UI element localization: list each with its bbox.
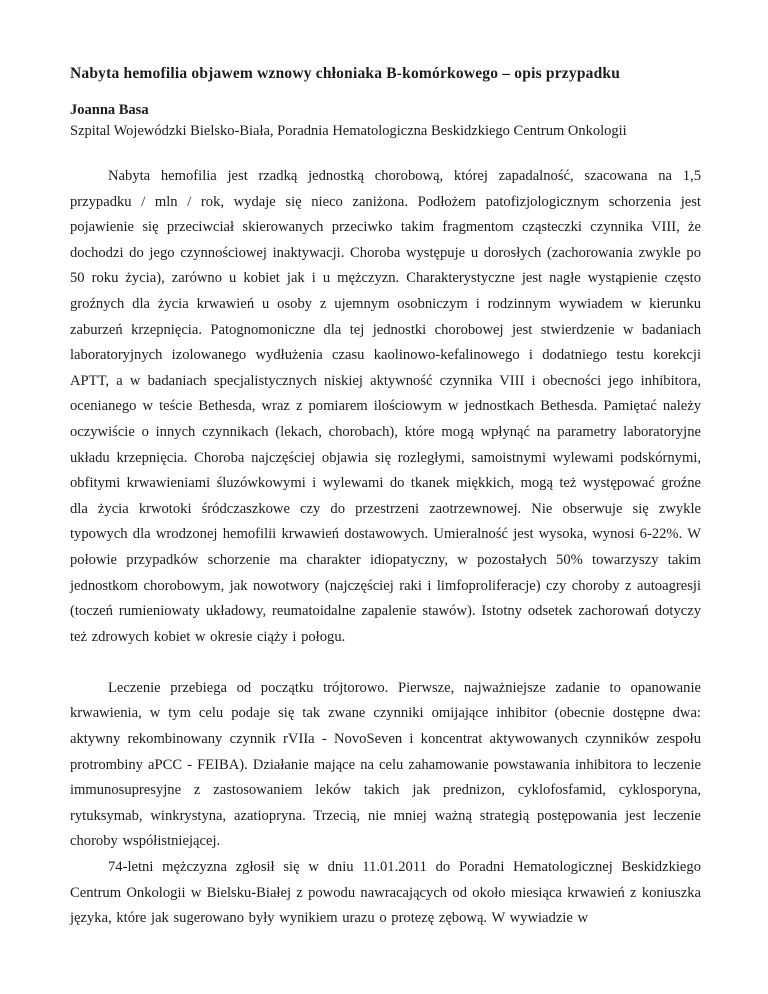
byline — [70, 100, 701, 142]
document-body — [70, 164, 701, 932]
paragraph-introduction: Nabyta hemofilia jest rzadką jednostką chorobową, której zapadalność, szacowana na 1,5 przypadku / mln / rok, wydaje się nieco zaniżona. Podłożem patofizjologicznym schorzenia jest pojawienie się przeciwciał skierowanych przeciwko takim fragmentom cząsteczki czynnika VIII, że dochodzi do jego czynnościowej inaktywacji. Choroba występuje u dorosłych (zachorowania zwykle po 50 roku życia), zarówno u kobiet jak i u mężczyzn. Charakterystyczne jest nagłe wystąpienie często groźnych dla życia krwawień u osoby z ujemnym osobniczym i rodzinnym wywiadem w kierunku zaburzeń krzepnięcia. Patognomoniczne dla tej jednostki chorobowej jest stwierdzenie w badaniach laboratoryjnych izolowanego wydłużenia czasu kaolinowo-kefalinowego i dodatniego testu korekcji APTT, a w badaniach specjalistycznych niskiej aktywność czynnika VIII i obecności jego inhibitora, ocenianego w teście Bethesda, wraz z pomiarem ilościowym w jednostkach Bethesda. Pamiętać należy oczywiście o innych czynnikach (lekach, chorobach), które mogą wpłynąć na parametry laboratoryjne układu krzepnięcia. Choroba najczęściej objawia się rozległymi, samoistnymi wylewami podskórnymi, obfitymi krwawieniami śluzówkowymi i wylewami do tkanek miękkich, mogą też występować groźne dla życia krwotoki śródczaszkowe czy do przestrzeni zaotrzewnowej. Nie obserwuje się zwykle typowych dla wrodzonej hemofilii krwawień dostawowych. Umieralność jest wysoka, wynosi 6-22%. W połowie przypadków schorzenie ma charakter idiopatyczny, w pozostałych 50% towarzyszy takim jednostkom chorobowym, jak nowotwory (najczęściej raki i limfoproliferacje) czy choroby z autoagresji (toczeń rumieniowaty układowy, reumatoidalne zapalenie stawów). Istotny odsetek zachorowań dotyczy też zdrowych kobiet w okresie ciąży i połogu. — [70, 168, 701, 645]
author-affiliation: Szpital Wojewódzki Bielsko-Biała, Poradnia Hematologiczna Beskidzkiego Centrum Onkologii — [70, 123, 627, 139]
paragraph-treatment: Leczenie przebiega od początku trójtorowo. Pierwsze, najważniejsze zadanie to opanowanie krwawienia, w tym celu podaje się tak zwane czynniki omijające inhibitor (obecnie dostępne dwa: aktywny rekombinowany czynnik rVIIa - NovoSeven i koncentrat aktywowanych czynników zespołu protrombiny aPCC - FEIBA). Działanie mające na celu zahamowanie powstawania inhibitora to leczenie immunosupresyjne z zastosowaniem leków takich jak prednizon, cyklofosfamid, cyklosporyna, rytuksymab, winkrystyna, azatiopryna. Trzecią, nie mniej ważną strategią postępowania jest leczenie choroby współistniejącej. — [70, 679, 701, 850]
author-name: Joanna Basa — [70, 102, 149, 118]
paragraph-case-description: 74-letni mężczyzna zgłosił się w dniu 11.01.2011 do Poradni Hematologicznej Beskidzkiego Centrum Onkologii w Bielsku-Białej z powodu nawracających od około miesiąca krwawień z koniuszka języka, które jak sugerowano były wynikiem urazu o protezę zębową. W wywiadzie w — [70, 859, 701, 927]
document-title: Nabyta hemofilia objawem wznowy chłoniaka B-komórkowego – opis przypadku — [70, 65, 621, 82]
